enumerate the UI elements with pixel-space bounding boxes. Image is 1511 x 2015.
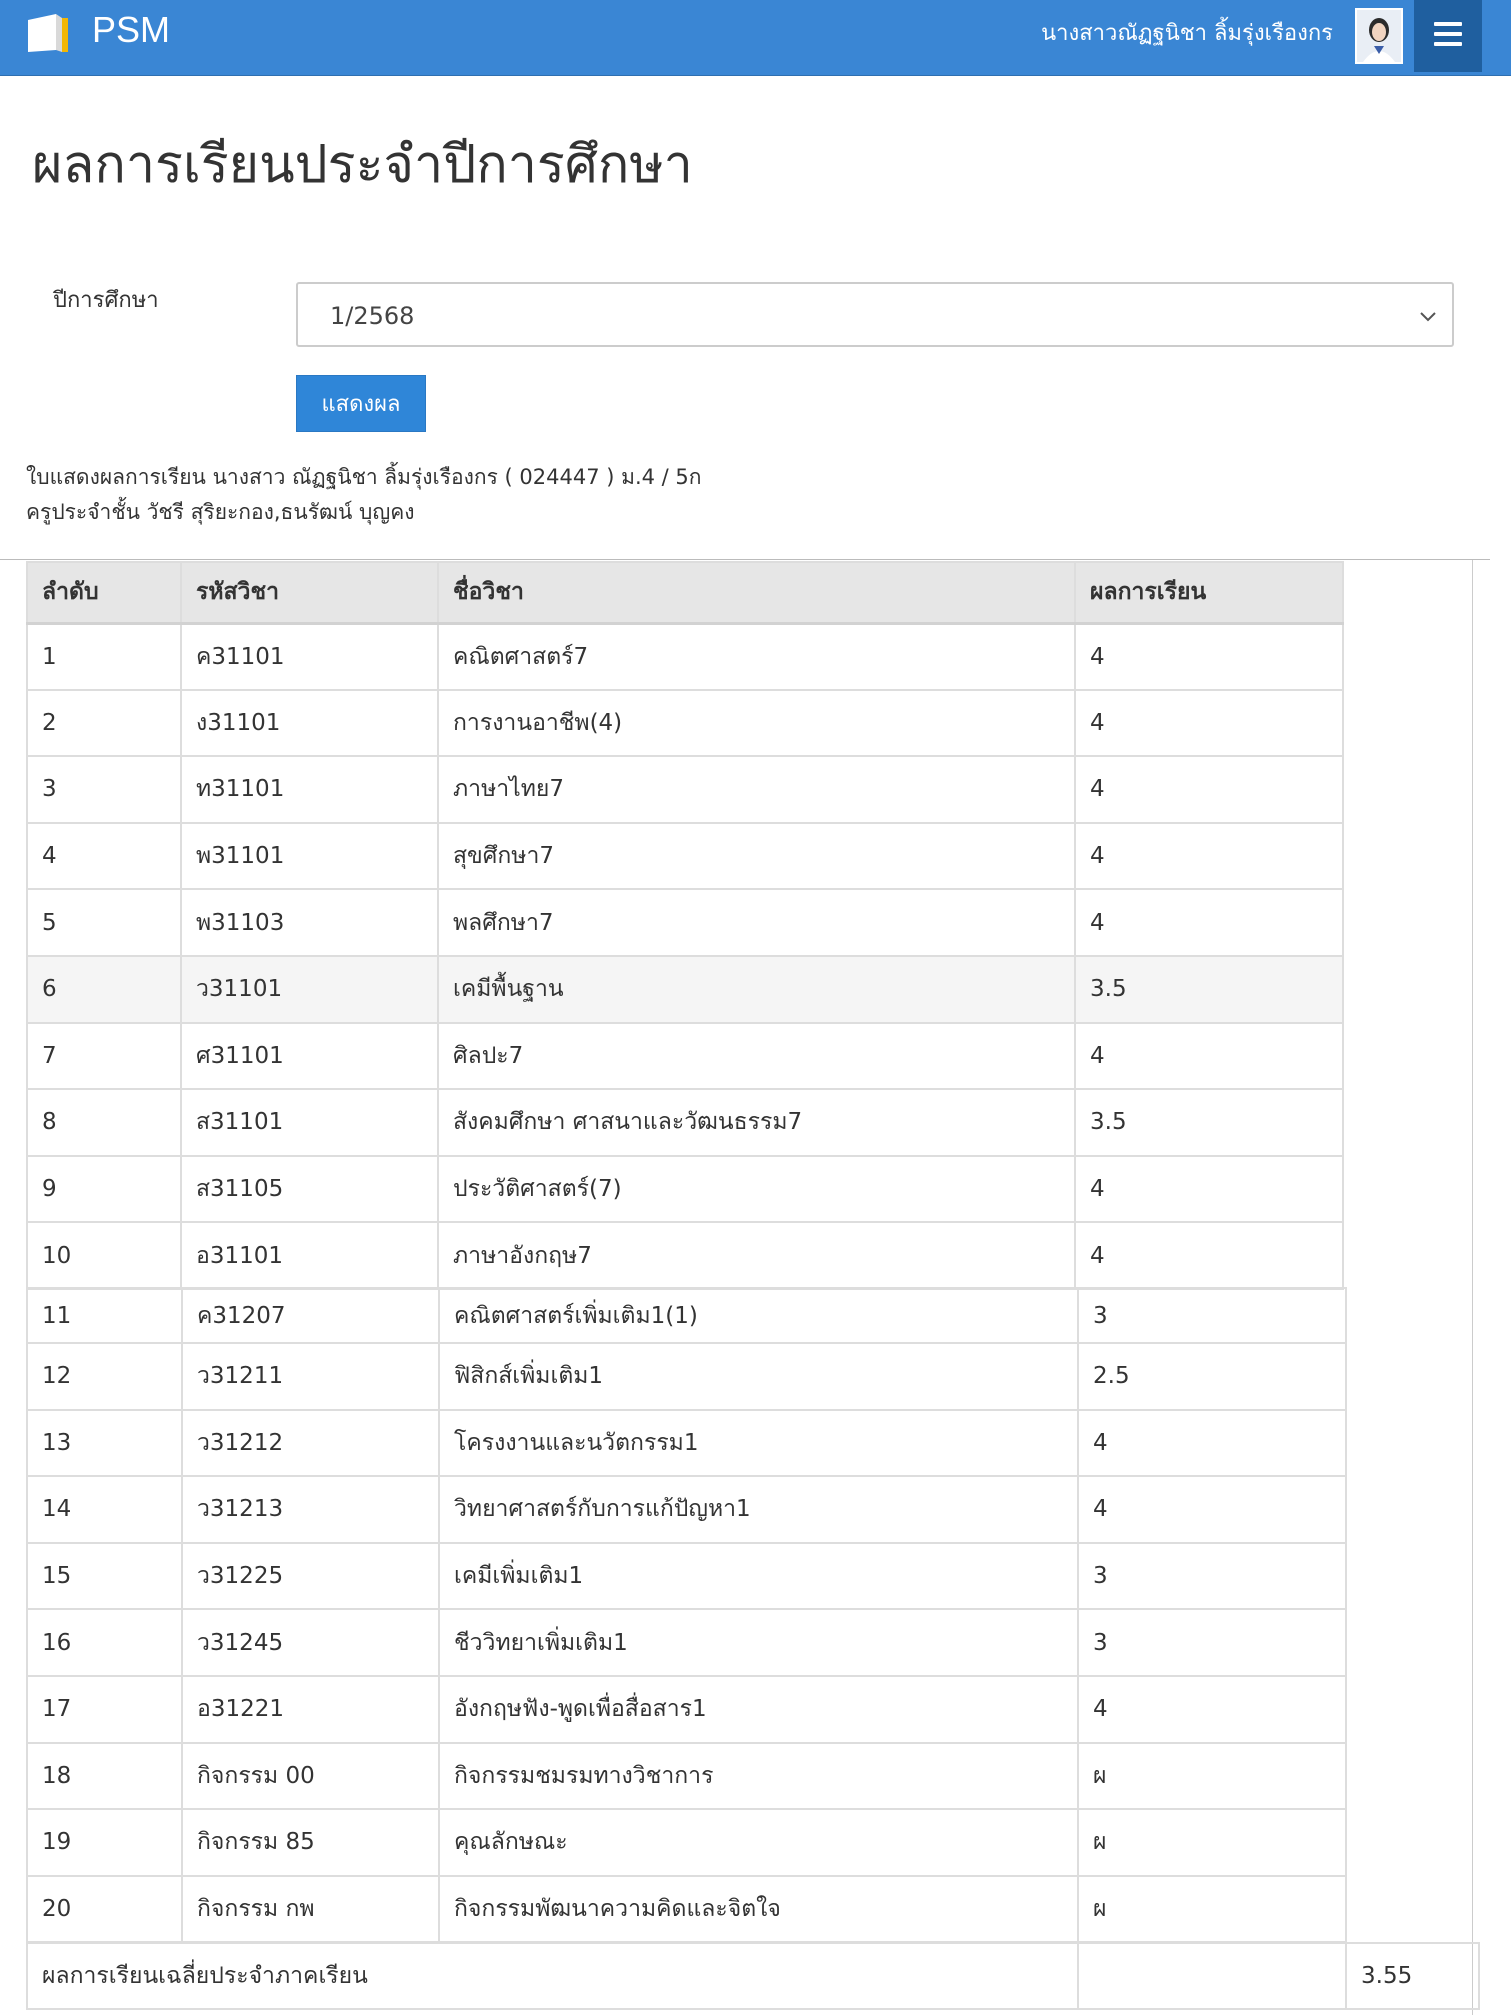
cell-order: 17: [27, 1676, 182, 1743]
table-row: [27, 1543, 1346, 1610]
cell-subject: โครงงานและนวัตกรรม1: [439, 1410, 1078, 1477]
transcript-info: ใบแสดงผลการเรียน นางสาว ณัฏฐนิชา ลิ้มรุ่งเรืองกร ( 024447 ) ม.4 / 5ก: [26, 465, 702, 489]
cell-code: อ31221: [182, 1676, 439, 1743]
column-header: ผลการเรียน: [1075, 562, 1343, 623]
column-header: ลำดับ: [27, 562, 181, 623]
cell-code: พ31103: [181, 889, 438, 956]
cell-order: 4: [27, 823, 181, 890]
table-row: [27, 1476, 1346, 1543]
cell-order: 5: [27, 889, 181, 956]
cell-grade: ผ: [1078, 1876, 1346, 1943]
avatar[interactable]: [1355, 8, 1403, 64]
table-row: [27, 1743, 1346, 1810]
cell-subject: สังคมศึกษา ศาสนาและวัฒนธรรม7: [438, 1089, 1075, 1156]
cell-grade: 3: [1078, 1543, 1346, 1610]
cell-code: กิจกรรม 00: [182, 1743, 439, 1810]
cell-order: 2: [27, 690, 181, 757]
cell-order: 3: [27, 756, 181, 823]
cell-code: ค31207: [182, 1288, 439, 1343]
cell-grade: 4: [1075, 1222, 1343, 1289]
table-row: [27, 1410, 1346, 1477]
cell-subject: วิทยาศาสตร์กับการแก้ปัญหา1: [439, 1476, 1078, 1543]
cell-order: 14: [27, 1476, 182, 1543]
cell-grade: ผ: [1078, 1743, 1346, 1810]
cell-code: กิจกรรม 85: [182, 1809, 439, 1876]
average-value: 3.55: [1346, 1943, 1479, 2009]
cell-code: ส31101: [181, 1089, 438, 1156]
cell-code: ว31213: [182, 1476, 439, 1543]
table-row: [27, 1156, 1343, 1223]
cell-grade: 4: [1075, 823, 1343, 890]
brand-name[interactable]: PSM: [92, 9, 171, 50]
year-select[interactable]: [296, 282, 1454, 347]
average-label: ผลการเรียนเฉลี่ยประจำภาคเรียน: [27, 1943, 1078, 2009]
cell-order: 16: [27, 1609, 182, 1676]
table-row: [27, 1676, 1346, 1743]
divider: [0, 559, 1490, 560]
cell-order: 15: [27, 1543, 182, 1610]
cell-grade: 4: [1075, 690, 1343, 757]
average-blank-cell: [1078, 1943, 1346, 2009]
cell-grade: 4: [1075, 756, 1343, 823]
cell-code: พ31101: [181, 823, 438, 890]
grades-table: [26, 561, 1344, 1290]
hamburger-icon[interactable]: [1414, 0, 1482, 72]
table-row: [27, 623, 1343, 690]
cell-code: ส31105: [181, 1156, 438, 1223]
cell-code: ว31211: [182, 1343, 439, 1410]
cell-subject: เคมีพื้นฐาน: [438, 956, 1075, 1023]
cell-code: ท31101: [181, 756, 438, 823]
cell-subject: คณิตศาสตร์7: [438, 623, 1075, 690]
cell-grade: 4: [1075, 623, 1343, 690]
cell-code: ว31245: [182, 1609, 439, 1676]
cell-order: 8: [27, 1089, 181, 1156]
cell-code: ค31101: [181, 623, 438, 690]
cell-order: 12: [27, 1343, 182, 1410]
cell-code: ว31212: [182, 1410, 439, 1477]
cell-code: ง31101: [181, 690, 438, 757]
table-row: [27, 1343, 1346, 1410]
cell-code: กิจกรรม กพ: [182, 1876, 439, 1943]
cell-order: 11: [27, 1288, 182, 1343]
cell-subject: ภาษาไทย7: [438, 756, 1075, 823]
year-label: ปีการศึกษา: [53, 288, 159, 313]
page-title: ผลการเรียนประจำปีการศึกษา: [32, 135, 693, 195]
table-row: [27, 1876, 1346, 1943]
cell-subject: ภาษาอังกฤษ7: [438, 1222, 1075, 1289]
cell-subject: กิจกรรมชมรมทางวิชาการ: [439, 1743, 1078, 1810]
cell-subject: ประวัติศาสตร์(7): [438, 1156, 1075, 1223]
year-select-value: 1/2568: [330, 302, 415, 330]
cell-subject: เคมีเพิ่มเติม1: [439, 1543, 1078, 1610]
cell-grade: 3: [1078, 1609, 1346, 1676]
cell-subject: พลศึกษา7: [438, 889, 1075, 956]
cell-grade: 3.5: [1075, 1089, 1343, 1156]
table-row: [27, 1023, 1343, 1090]
user-name[interactable]: นางสาวณัฏฐนิชา ลิ้มรุ่งเรืองกร: [1041, 21, 1333, 46]
table-header-row: [27, 562, 1343, 623]
table-row: [27, 1089, 1343, 1156]
cell-subject: สุขศึกษา7: [438, 823, 1075, 890]
cell-grade: 4: [1075, 1023, 1343, 1090]
table-row: [27, 1609, 1346, 1676]
cell-order: 18: [27, 1743, 182, 1810]
chevron-down-icon: [1418, 306, 1438, 326]
cell-grade: 3: [1078, 1288, 1346, 1343]
table-row: [27, 1809, 1346, 1876]
show-results-button[interactable]: แสดงผล: [296, 375, 426, 432]
table-row: [27, 823, 1343, 890]
table-row: [27, 1288, 1346, 1343]
cell-grade: 4: [1075, 1156, 1343, 1223]
cell-grade: 4: [1078, 1676, 1346, 1743]
cell-code: ว31225: [182, 1543, 439, 1610]
cell-grade: 2.5: [1078, 1343, 1346, 1410]
cell-code: ว31101: [181, 956, 438, 1023]
cell-subject: ฟิสิกส์เพิ่มเติม1: [439, 1343, 1078, 1410]
cell-order: 19: [27, 1809, 182, 1876]
cell-grade: 3.5: [1075, 956, 1343, 1023]
book-icon[interactable]: [26, 12, 70, 54]
cell-order: 1: [27, 623, 181, 690]
cell-subject: ชีววิทยาเพิ่มเติม1: [439, 1609, 1078, 1676]
cell-order: 9: [27, 1156, 181, 1223]
table-row: [27, 889, 1343, 956]
average-row: [27, 1943, 1479, 2009]
cell-subject: คณิตศาสตร์เพิ่มเติม1(1): [439, 1288, 1078, 1343]
top-navbar: [0, 0, 1511, 76]
cell-subject: ศิลปะ7: [438, 1023, 1075, 1090]
cell-order: 13: [27, 1410, 182, 1477]
cell-grade: 4: [1075, 889, 1343, 956]
cell-order: 7: [27, 1023, 181, 1090]
cell-subject: การงานอาชีพ(4): [438, 690, 1075, 757]
cell-order: 20: [27, 1876, 182, 1943]
cell-subject: กิจกรรมพัฒนาความคิดและจิตใจ: [439, 1876, 1078, 1943]
table-row: [27, 690, 1343, 757]
cell-subject: อังกฤษฟัง-พูดเพื่อสื่อสาร1: [439, 1676, 1078, 1743]
cell-subject: คุณลักษณะ: [439, 1809, 1078, 1876]
cell-grade: ผ: [1078, 1809, 1346, 1876]
cell-grade: 4: [1078, 1410, 1346, 1477]
table-row: [27, 956, 1343, 1023]
cell-order: 10: [27, 1222, 181, 1289]
cell-code: ศ31101: [181, 1023, 438, 1090]
cell-order: 6: [27, 956, 181, 1023]
table-row: [27, 1222, 1343, 1289]
cell-grade: 4: [1078, 1476, 1346, 1543]
cell-code: อ31101: [181, 1222, 438, 1289]
grades-table-continued: [26, 1287, 1347, 1943]
table-right-border: [1472, 560, 1473, 2015]
homeroom-teacher-info: ครูประจำชั้น วัชรี สุริยะกอง,ธนรัฒน์ บุญคง: [26, 500, 415, 524]
table-row: [27, 756, 1343, 823]
column-header: รหัสวิชา: [181, 562, 438, 623]
column-header: ชื่อวิชา: [438, 562, 1075, 623]
average-table: [26, 1942, 1480, 2010]
